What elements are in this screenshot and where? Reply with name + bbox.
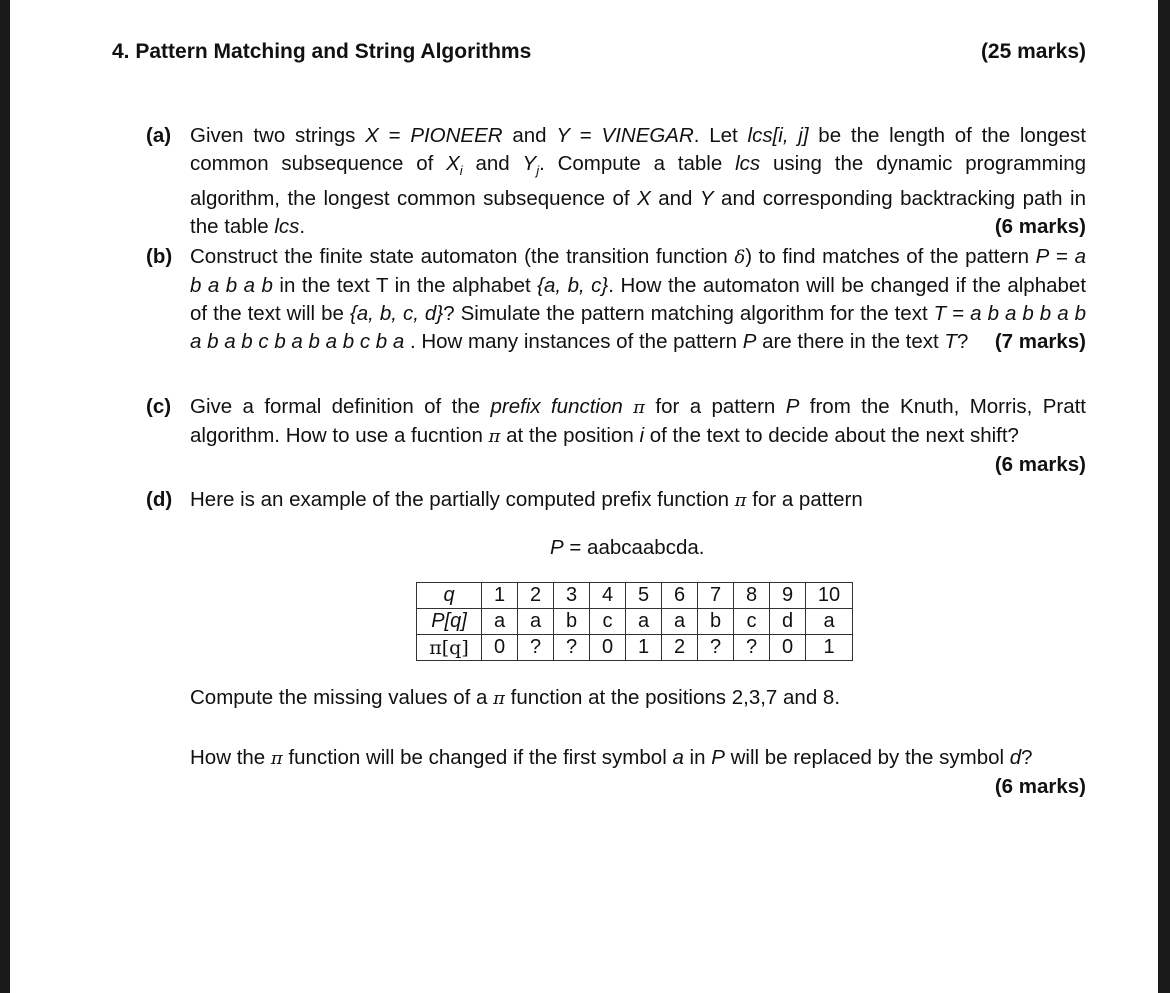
- exam-page: [10, 0, 1158, 993]
- table-cell: 1: [806, 635, 853, 661]
- table-cell: a: [806, 609, 853, 635]
- table-cell: b: [554, 609, 590, 635]
- table-cell: 1: [626, 635, 662, 661]
- question-title: 4. Pattern Matching and String Algorithms: [112, 40, 532, 63]
- part-c: [146, 393, 1086, 479]
- question-header: [112, 40, 1086, 64]
- table-cell: a: [518, 609, 554, 635]
- table-cell: d: [770, 609, 806, 635]
- table-cell: 3: [554, 583, 590, 609]
- table-cell: c: [734, 609, 770, 635]
- table-cell: ?: [734, 635, 770, 661]
- pattern-definition: P = aabcaabcda.: [550, 536, 705, 559]
- table-cell: ?: [698, 635, 734, 661]
- part-a-body: Given two strings X = PIONEER and Y = VINEGAR. Let lcs[i, j] be the length of the longest common subsequence of $X_i$ and $Y_j$. Compute a table lcs using the dynamic programming algorithm, the longest common subsequence of X and Y and corresponding backtracking path in the table lcs. (6 marks): [190, 122, 1086, 241]
- table-cell: 10: [806, 583, 853, 609]
- part-b-marks: (7 marks): [994, 330, 1086, 353]
- part-c-label: (c): [146, 395, 172, 418]
- table-cell: 6: [662, 583, 698, 609]
- part-d-question-2: How the π function will be changed if the first symbol a in P will be replaced by the symbol d? (6 marks): [190, 744, 1086, 801]
- table-cell: ?: [518, 635, 554, 661]
- table-cell: a: [626, 609, 662, 635]
- table-cell: 8: [734, 583, 770, 609]
- prefix-function-table: [416, 582, 853, 661]
- table-cell: a: [662, 609, 698, 635]
- part-a: [146, 122, 1086, 241]
- part-a-marks: (6 marks): [994, 215, 1086, 239]
- row-label-p: P[q]: [417, 609, 482, 635]
- part-d-question-1: Compute the missing values of a π function at the positions 2,3,7 and 8.: [190, 686, 841, 709]
- table-cell: 2: [518, 583, 554, 609]
- table-cell: 5: [626, 583, 662, 609]
- part-c-marks: (6 marks): [994, 453, 1086, 476]
- table-cell: 0: [590, 635, 626, 661]
- part-a-label: (a): [146, 124, 172, 147]
- row-label-pi: π[q]: [417, 635, 482, 661]
- row-label-q: q: [417, 583, 482, 609]
- table-cell: ?: [554, 635, 590, 661]
- table-row-p: [417, 609, 853, 635]
- table-cell: c: [590, 609, 626, 635]
- part-d-label: (d): [146, 488, 173, 511]
- table-cell: 0: [482, 635, 518, 661]
- part-d: [146, 486, 1086, 515]
- table-cell: 7: [698, 583, 734, 609]
- table-cell: a: [482, 609, 518, 635]
- part-c-body: Give a formal definition of the prefix function π for a pattern P from the Knuth, Morris, Pratt algorithm. How to use a fucntion π at the position i of the text to decide about the next shift? (6 marks): [190, 393, 1086, 451]
- table-cell: 2: [662, 635, 698, 661]
- part-b-body: Construct the finite state automaton (the transition function δ) to find matches of the pattern P = a b a b a b in the text T in the alphabet {a, b, c}. How the automaton will be changed if the alphabet of the text will be {a, b, c, d}? Simulate the pattern matching algorithm for the text T = a b a b b a b a b a b c b a b a b c b a . How many instances of the pattern P are there in the text T? (7 marks): [190, 243, 1086, 356]
- table-row-pi: [417, 635, 853, 661]
- table-cell: 4: [590, 583, 626, 609]
- part-d-marks: (6 marks): [994, 775, 1086, 798]
- table-cell: 9: [770, 583, 806, 609]
- table-cell: 0: [770, 635, 806, 661]
- part-b-label: (b): [146, 245, 173, 268]
- table-cell: 1: [482, 583, 518, 609]
- part-b: [146, 243, 1086, 356]
- part-d-body: Here is an example of the partially computed prefix function π for a pattern: [190, 488, 863, 511]
- table-row-q: [417, 583, 853, 609]
- question-marks: (25 marks): [980, 40, 1086, 63]
- table-cell: b: [698, 609, 734, 635]
